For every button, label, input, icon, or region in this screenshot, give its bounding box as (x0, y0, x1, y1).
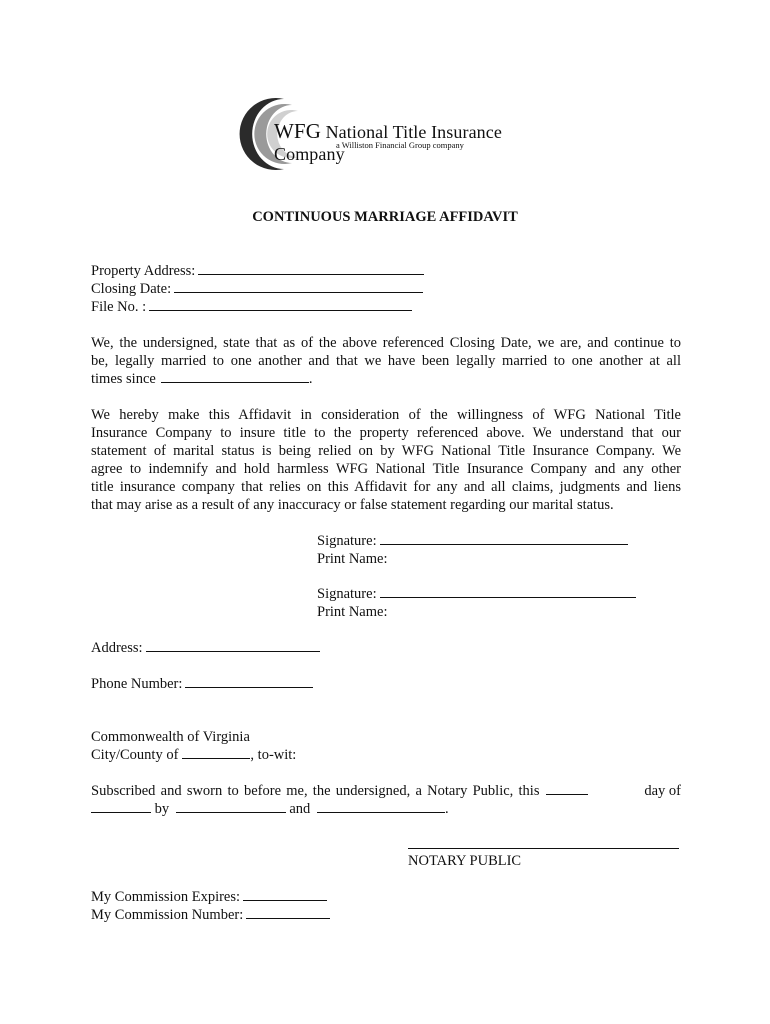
para2-line: agree to indemnify and hold harmless WFG National Title Insurance Company and any other (91, 461, 681, 477)
signature-2-blank[interactable] (380, 585, 636, 598)
times-since-blank[interactable] (161, 370, 309, 383)
signature-1-label: Signature: (317, 533, 377, 549)
notary-public-label: NOTARY PUBLIC (408, 853, 522, 869)
and-label: and (289, 801, 311, 817)
address-row (91, 639, 320, 657)
para2-line: title insurance company that relies on this Affidavit for any and all claims, judgments and liens (91, 479, 681, 495)
company-logo (232, 93, 542, 175)
day-blank[interactable] (546, 782, 588, 795)
para1-line-last (91, 370, 681, 388)
closing-date-row (91, 280, 423, 298)
para2-line: that may arise as a result of any inaccuracy or false statement regarding our marital status. (91, 497, 614, 513)
day-of-label: day of (644, 783, 681, 799)
property-address-blank[interactable] (198, 262, 424, 275)
subscribed-text: Subscribed and sworn to before me, the undersigned, a Notary Public, this (91, 783, 540, 799)
subscribed-line-1 (91, 782, 681, 800)
subscribed-period: . (444, 801, 449, 817)
city-county-row (91, 746, 296, 764)
file-no-blank[interactable] (149, 298, 412, 311)
commission-expires-row (91, 888, 327, 906)
document-title: CONTINUOUS MARRIAGE AFFIDAVIT (252, 209, 518, 225)
signature-2-row (317, 585, 636, 603)
commission-number-blank[interactable] (246, 906, 330, 919)
commonwealth-label: Commonwealth of Virginia (91, 729, 250, 745)
para1-period: . (308, 371, 313, 387)
print-name-2-label: Print Name: (317, 604, 388, 620)
month-blank[interactable] (91, 800, 151, 813)
signature-2-label: Signature: (317, 586, 377, 602)
closing-date-label: Closing Date: (91, 281, 172, 297)
commission-number-label: My Commission Number: (91, 907, 244, 923)
property-address-row (91, 262, 424, 280)
file-no-label: File No. : (91, 299, 147, 315)
signature-1-row (317, 532, 628, 550)
logo-name-text: National Title Insurance Company (274, 122, 502, 164)
print-name-1-label: Print Name: (317, 551, 388, 567)
city-county-label: City/County of (91, 747, 179, 763)
subscribed-line-2 (91, 800, 449, 818)
commission-expires-blank[interactable] (243, 888, 327, 901)
city-county-blank[interactable] (182, 746, 250, 759)
by-name-blank[interactable] (176, 800, 286, 813)
and-name-blank[interactable] (317, 800, 445, 813)
logo-tagline: a Williston Financial Group company (336, 140, 464, 150)
property-address-label: Property Address: (91, 263, 196, 279)
signature-1-blank[interactable] (380, 532, 628, 545)
phone-label: Phone Number: (91, 676, 183, 692)
para2-line: We hereby make this Affidavit in consideration of the willingness of WFG National Title (91, 407, 681, 423)
para2-line: statement of marital status is being relied on by WFG National Title Insurance Company. We (91, 443, 681, 459)
closing-date-blank[interactable] (174, 280, 423, 293)
phone-blank[interactable] (185, 675, 313, 688)
marriage-statement-paragraph (91, 334, 681, 388)
times-since-label: times since (91, 371, 156, 387)
commission-number-row (91, 906, 330, 924)
phone-row (91, 675, 313, 693)
para1-line: We, the undersigned, state that as of the above referenced Closing Date, we are, and continue to (91, 335, 681, 351)
address-label: Address: (91, 640, 143, 656)
address-blank[interactable] (146, 639, 320, 652)
file-no-row (91, 298, 412, 316)
logo-brand: WFG (274, 119, 321, 143)
indemnify-paragraph (91, 406, 681, 514)
to-wit-label: , to-wit: (250, 747, 297, 763)
notary-signature-line[interactable] (408, 848, 679, 849)
para2-line: Insurance Company to insure title to the property referenced above. We understand that our (91, 425, 681, 441)
by-label: by (154, 801, 170, 817)
commission-expires-label: My Commission Expires: (91, 889, 241, 905)
para1-line: be, legally married to one another and that we have been legally married to one another at all (91, 353, 681, 369)
